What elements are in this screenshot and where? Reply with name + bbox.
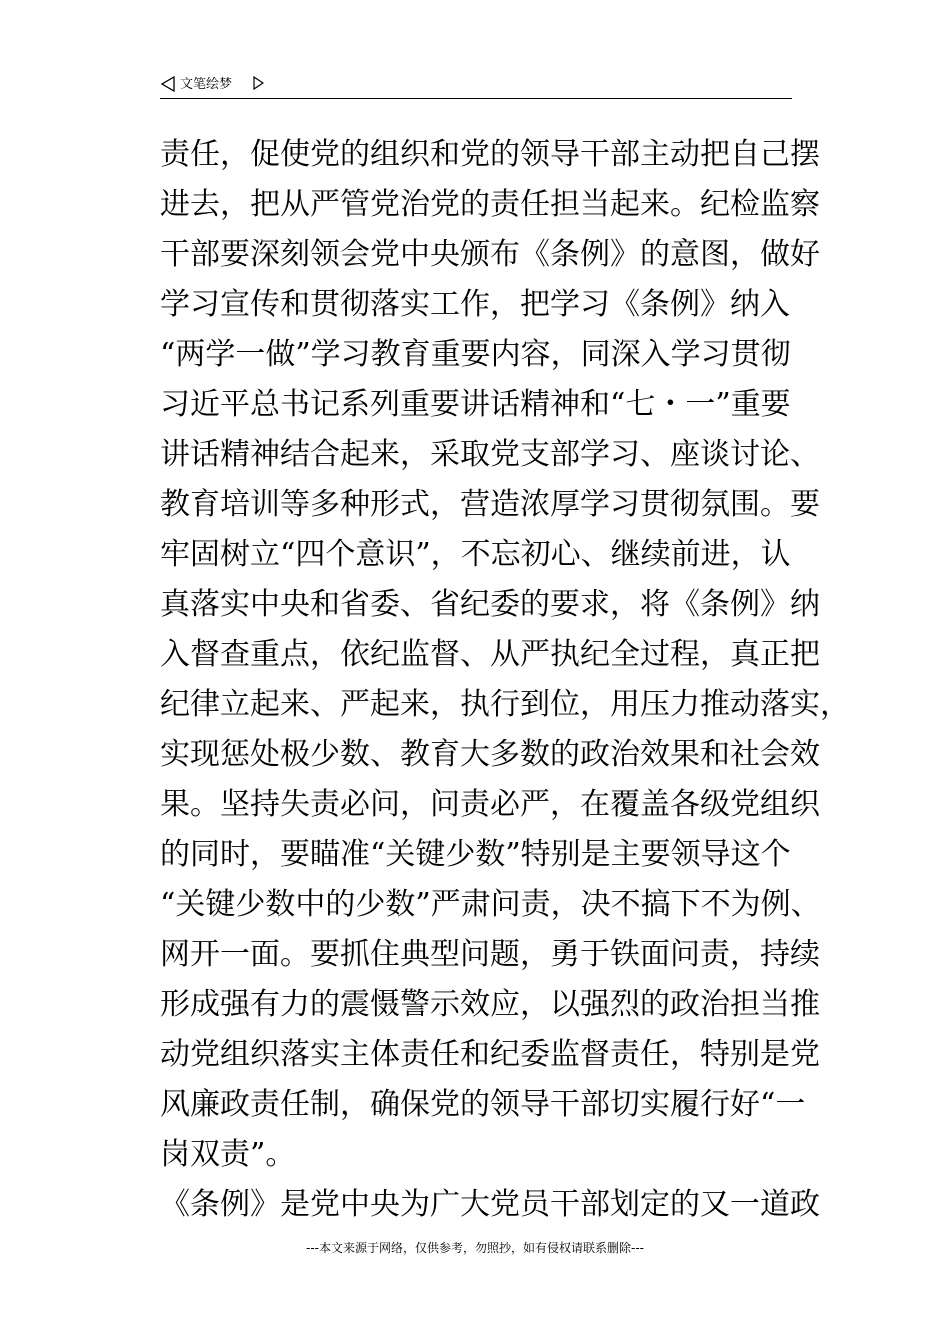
text-line: 的同时，要瞄准“关键少数”特别是主要领导这个	[160, 837, 791, 872]
text-line: 动党组织落实主体责任和纪委监督责任，特别是党	[160, 1037, 820, 1072]
text-line: 真落实中央和省委、省纪委的要求，将《条例》纳	[160, 587, 820, 622]
text-line: 纪律立起来、严起来，执行到位，用压力推动落实，	[160, 687, 850, 722]
text-line: 网开一面。要抓住典型问题，勇于铁面问责，持续	[160, 937, 820, 972]
triangle-left-outline-icon	[160, 76, 176, 92]
text-line: “关键少数中的少数”严肃问责，决不搞下不为例、	[160, 887, 821, 922]
text-line: 进去，把从严管党治党的责任担当起来。纪检监察	[160, 187, 820, 222]
text-line: 责任，促使党的组织和党的领导干部主动把自己摆	[160, 137, 820, 172]
triangle-right-outline-icon	[252, 76, 264, 90]
text-line: 教育培训等多种形式，营造浓厚学习贯彻氛围。要	[160, 487, 820, 522]
text-line: “两学一做”学习教育重要内容，同深入学习贯彻	[160, 337, 791, 372]
text-line: 《条例》是党中央为广大党员干部划定的又一道政	[160, 1187, 820, 1222]
text-line: 讲话精神结合起来，采取党支部学习、座谈讨论、	[160, 437, 820, 472]
page-header	[160, 74, 792, 99]
page-footer-disclaimer: ---本文来源于网络，仅供参考，勿照抄，如有侵权请联系删除---	[306, 1241, 644, 1255]
text-line: 干部要深刻领会党中央颁布《条例》的意图，做好	[160, 237, 820, 272]
text-line: 习近平总书记系列重要讲话精神和“七・一”重要	[160, 387, 791, 422]
text-line: 风廉政责任制，确保党的领导干部切实履行好“一	[160, 1087, 806, 1122]
text-line: 岗双责”。	[160, 1137, 296, 1172]
header-title: 文笔绘梦	[180, 77, 233, 92]
text-line: 学习宣传和贯彻落实工作，把学习《条例》纳入	[160, 287, 790, 322]
text-line: 果。坚持失责必问，问责必严，在覆盖各级党组织	[160, 787, 820, 822]
text-line: 入督查重点，依纪监督、从严执纪全过程，真正把	[160, 637, 820, 672]
text-line: 实现惩处极少数、教育大多数的政治效果和社会效	[160, 737, 820, 772]
text-line: 牢固树立“四个意识”，不忘初心、继续前进，认	[160, 537, 791, 572]
document-body	[160, 130, 850, 1230]
text-line: 形成强有力的震慑警示效应，以强烈的政治担当推	[160, 987, 820, 1022]
